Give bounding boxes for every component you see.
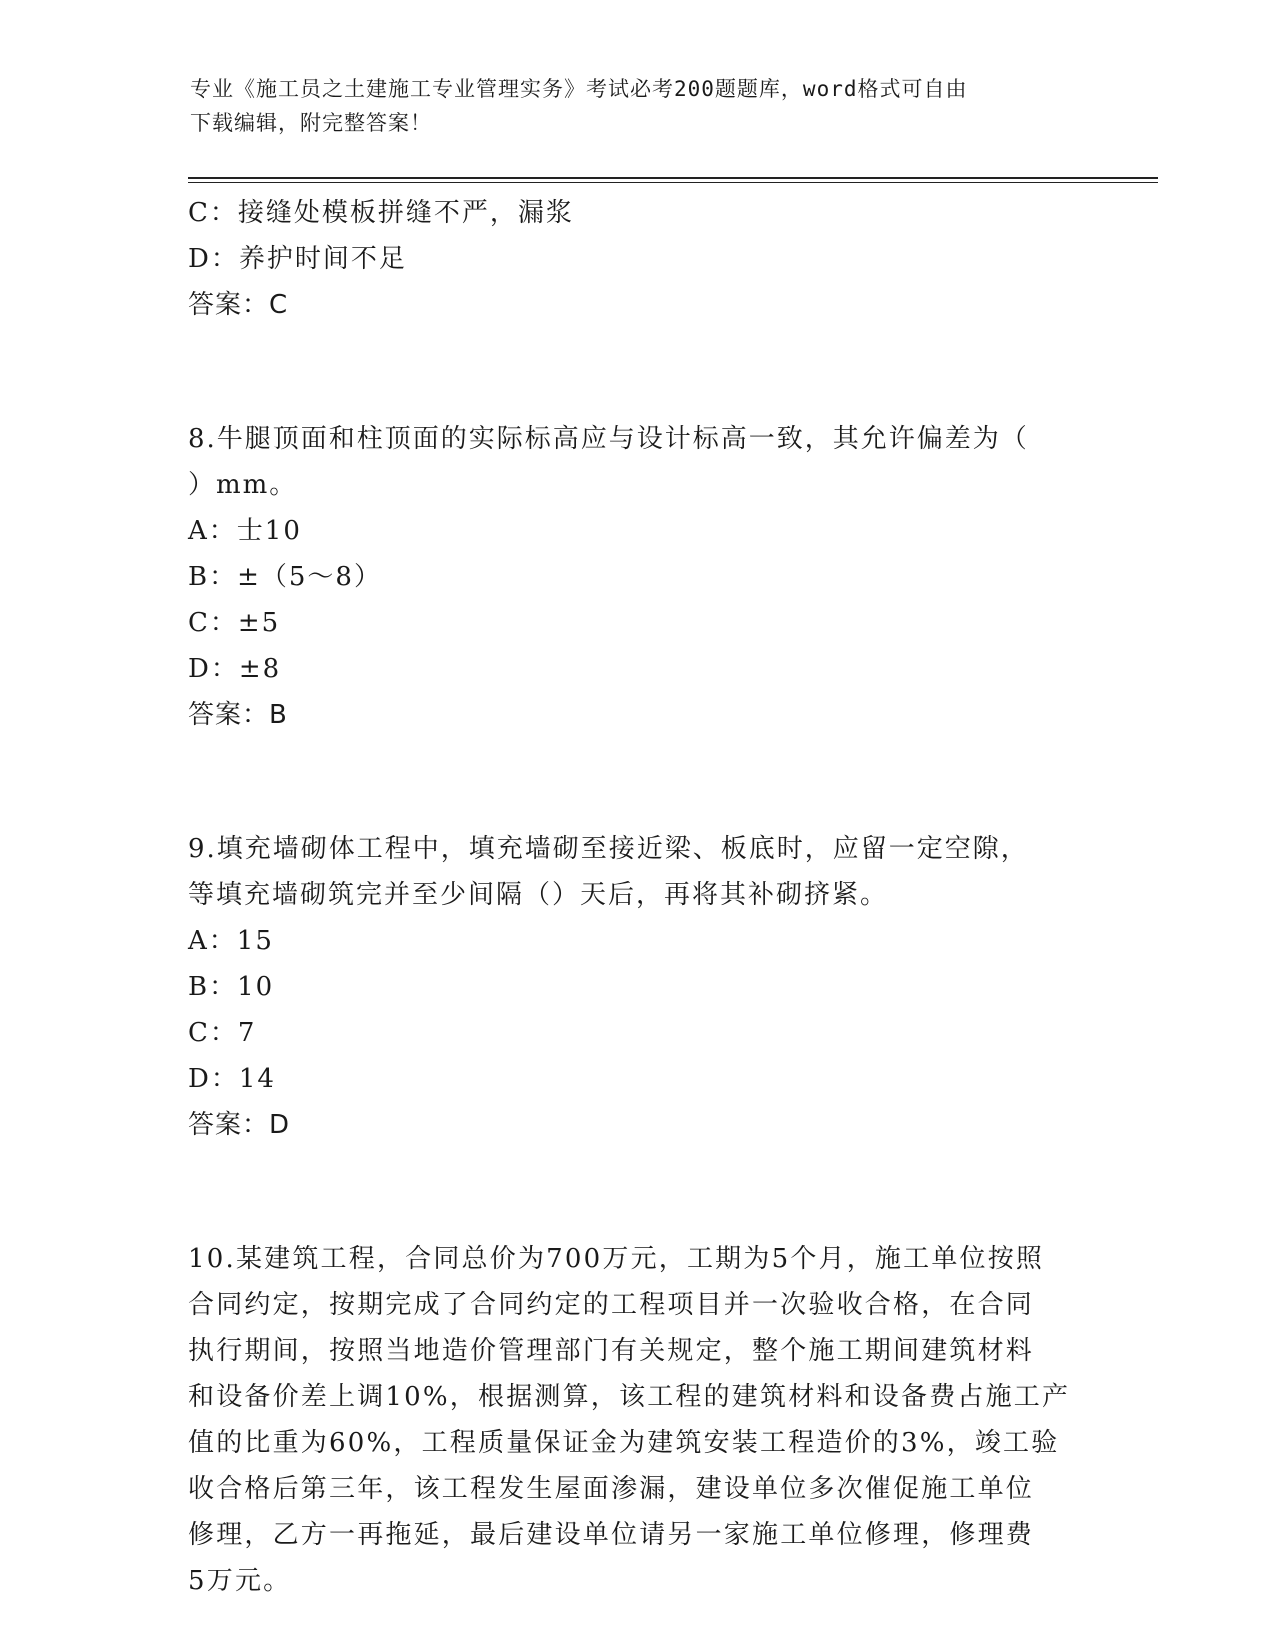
document-header xyxy=(190,72,1090,140)
q8-option-c: C：±5 xyxy=(188,608,281,638)
q10-line: 和设备价差上调10%，根据测算，该工程的建筑材料和设备费占施工产 xyxy=(188,1382,1071,1412)
q7-option-d: D：养护时间不足 xyxy=(188,244,407,274)
q10-line: 收合格后第三年，该工程发生屋面渗漏，建设单位多次催促施工单位 xyxy=(188,1474,1035,1504)
q10-line: 执行期间，按照当地造价管理部门有关规定，整个施工期间建筑材料 xyxy=(188,1336,1035,1366)
q10-line: 值的比重为60%，工程质量保证金为建筑安装工程造价的3%，竣工验 xyxy=(188,1428,1060,1458)
q9-option-d: D：14 xyxy=(188,1064,276,1094)
q9-text-line-2: 等填充墙砌筑完并至少间隔（）天后，再将其补砌挤紧。 xyxy=(188,880,889,910)
header-rule-thick xyxy=(188,177,1158,179)
q10-line: 修理，乙方一再拖延，最后建设单位请另一家施工单位修理，修理费 xyxy=(188,1520,1035,1550)
q8-option-a: A：士10 xyxy=(188,516,302,546)
q8-option-b: B：±（5～8） xyxy=(188,562,382,592)
q8-option-d: D：±8 xyxy=(188,654,282,684)
question-9 xyxy=(188,826,1088,1148)
spacer xyxy=(188,328,1088,416)
q7-answer: 答案：C xyxy=(188,290,289,320)
question-10 xyxy=(188,1236,1088,1604)
spacer xyxy=(188,738,1088,826)
header-line-1: 专业《施工员之土建施工专业管理实务》考试必考200题题库，word格式可自由 xyxy=(190,77,968,101)
question-7-tail xyxy=(188,190,1088,328)
q10-line: 合同约定，按期完成了合同约定的工程项目并一次验收合格，在合同 xyxy=(188,1290,1035,1320)
spacer xyxy=(188,1148,1088,1236)
q9-option-a: A：15 xyxy=(188,926,274,956)
q9-option-b: B：10 xyxy=(188,972,275,1002)
document-body xyxy=(188,190,1088,1604)
q10-line: 5万元。 xyxy=(188,1566,292,1596)
q9-text-line-1: 9.填充墙砌体工程中，填充墙砌至接近梁、板底时，应留一定空隙， xyxy=(188,834,1029,864)
question-8 xyxy=(188,416,1088,738)
q9-answer: 答案：D xyxy=(188,1110,291,1140)
q7-option-c: C：接缝处模板拼缝不严，漏浆 xyxy=(188,198,574,228)
q10-line: 10.某建筑工程，合同总价为700万元，工期为5个月，施工单位按照 xyxy=(188,1244,1045,1274)
q8-text-line-1: 8.牛腿顶面和柱顶面的实际标高应与设计标高一致，其允许偏差为（ xyxy=(188,424,1029,454)
q8-text-line-2: ）mm。 xyxy=(188,470,298,500)
header-line-2: 下载编辑，附完整答案！ xyxy=(190,111,432,135)
q8-answer: 答案：B xyxy=(188,700,288,730)
q9-option-c: C：7 xyxy=(188,1018,257,1048)
header-rule-thin xyxy=(188,182,1158,183)
